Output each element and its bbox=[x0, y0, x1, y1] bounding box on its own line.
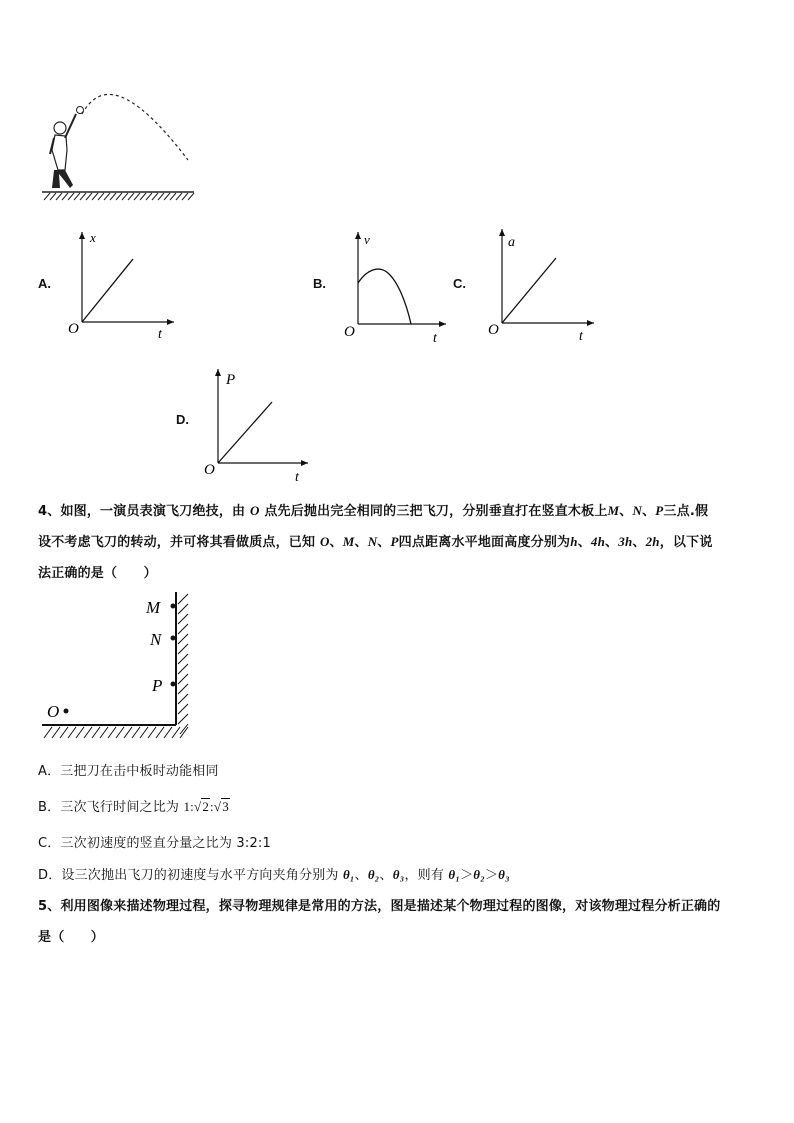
q5-line-1: 5、利用图像来描述物理过程，探寻物理规律是常用的方法，图是描述某个物理过程的图像，对该物理过程分析正确的 bbox=[38, 899, 721, 914]
text: 四点距离水平地面高度分别为 bbox=[398, 535, 571, 550]
option-b-graph[interactable] bbox=[338, 226, 454, 346]
q4-option-d[interactable] bbox=[38, 864, 510, 883]
point-p-label: P bbox=[152, 676, 163, 695]
q4-line-2 bbox=[38, 531, 713, 550]
sep: 、 bbox=[619, 504, 633, 519]
text: B．三次飞行时间之比为 bbox=[38, 800, 180, 815]
q4-option-a[interactable]: A．三把刀在击中板时动能相同 bbox=[38, 764, 219, 779]
axis-y-label: P bbox=[226, 372, 236, 388]
origin-label: O bbox=[344, 324, 355, 340]
option-c-label[interactable]: C. bbox=[453, 276, 466, 291]
height-3h: 3h bbox=[618, 534, 633, 549]
ratio-1: 1 bbox=[183, 799, 191, 814]
text: 设不考虑飞刀的转动，并可将其看做质点，已知 bbox=[38, 535, 316, 550]
theta-2: θ₂ bbox=[367, 867, 380, 882]
option-c-graph[interactable] bbox=[482, 224, 602, 344]
var-n: N bbox=[367, 534, 378, 549]
option-b-label[interactable]: B. bbox=[313, 276, 326, 291]
text: D．设三次抛出飞刀的初速度与水平方向夹角分别为 bbox=[38, 868, 339, 883]
sep: 、 bbox=[354, 868, 368, 883]
text: ，则有 bbox=[404, 868, 445, 883]
sep: 、 bbox=[605, 535, 619, 550]
q4-option-c[interactable]: C．三次初速度的竖直分量之比为 3:2:1 bbox=[38, 836, 271, 851]
axis-y-label: a bbox=[508, 235, 515, 250]
var-p: P bbox=[390, 534, 399, 549]
thrower-illustration bbox=[40, 88, 200, 206]
q5-line-2: 是（ ） bbox=[38, 930, 105, 945]
theta-1: θ₁ bbox=[342, 867, 355, 882]
height-h: h bbox=[570, 534, 578, 549]
var-o: O bbox=[319, 534, 330, 549]
point-n-label: N bbox=[150, 630, 162, 649]
option-d-graph[interactable] bbox=[200, 364, 316, 486]
gt: ＞ bbox=[484, 868, 499, 883]
var-m: M bbox=[342, 534, 355, 549]
theta-3: θ₃ bbox=[498, 867, 510, 882]
sep: 、 bbox=[329, 535, 343, 550]
origin-label: O bbox=[488, 322, 499, 338]
wall-diagram bbox=[40, 590, 200, 742]
colon: : bbox=[210, 799, 214, 814]
option-d-label[interactable]: D. bbox=[176, 412, 189, 427]
height-4h: 4h bbox=[590, 534, 606, 549]
axis-y-label: x bbox=[90, 230, 96, 245]
theta-1: θ₁ bbox=[448, 867, 461, 882]
q4-option-b[interactable] bbox=[38, 796, 230, 815]
ratio-expression: 1:√2:√3 bbox=[183, 799, 229, 814]
sep: 、 bbox=[354, 535, 368, 550]
axis-x-label: t bbox=[579, 329, 583, 344]
text: ，以下说 bbox=[659, 535, 713, 550]
theta-3: θ₃ bbox=[392, 867, 405, 882]
text: 4、如图，一演员表演飞刀绝技，由 bbox=[38, 504, 246, 519]
q4-line-1 bbox=[38, 500, 708, 519]
radicand-3: 3 bbox=[222, 799, 229, 814]
sep: 、 bbox=[642, 504, 656, 519]
sep: 、 bbox=[632, 535, 646, 550]
option-a-label[interactable]: A. bbox=[38, 276, 51, 291]
sep: 、 bbox=[379, 868, 393, 883]
gt: ＞ bbox=[460, 868, 474, 883]
radicand-2: 2 bbox=[202, 799, 210, 814]
var-p: P bbox=[655, 503, 664, 518]
colon: : bbox=[190, 799, 194, 814]
origin-label: O bbox=[68, 321, 79, 337]
axis-x-label: t bbox=[433, 331, 437, 346]
axis-y-label: v bbox=[364, 232, 370, 247]
var-m: M bbox=[607, 503, 620, 518]
sep: 、 bbox=[377, 535, 391, 550]
option-a-graph[interactable] bbox=[62, 226, 182, 341]
point-o-label: O bbox=[47, 702, 60, 721]
axis-x-label: t bbox=[158, 327, 162, 341]
theta-2: θ₂ bbox=[473, 867, 485, 882]
height-2h: 2h bbox=[645, 534, 660, 549]
text: 点先后抛出完全相同的三把飞刀，分别垂直打在竖直木板上 bbox=[264, 504, 608, 519]
point-m-label: M bbox=[146, 598, 161, 617]
sep: 、 bbox=[577, 535, 591, 550]
text: 三点.假 bbox=[663, 504, 709, 519]
var-n: N bbox=[632, 503, 643, 518]
q4-line-3: 法正确的是（ ） bbox=[38, 566, 157, 581]
var-o: O bbox=[249, 503, 260, 518]
origin-label: O bbox=[204, 462, 215, 478]
axis-x-label: t bbox=[295, 470, 299, 485]
